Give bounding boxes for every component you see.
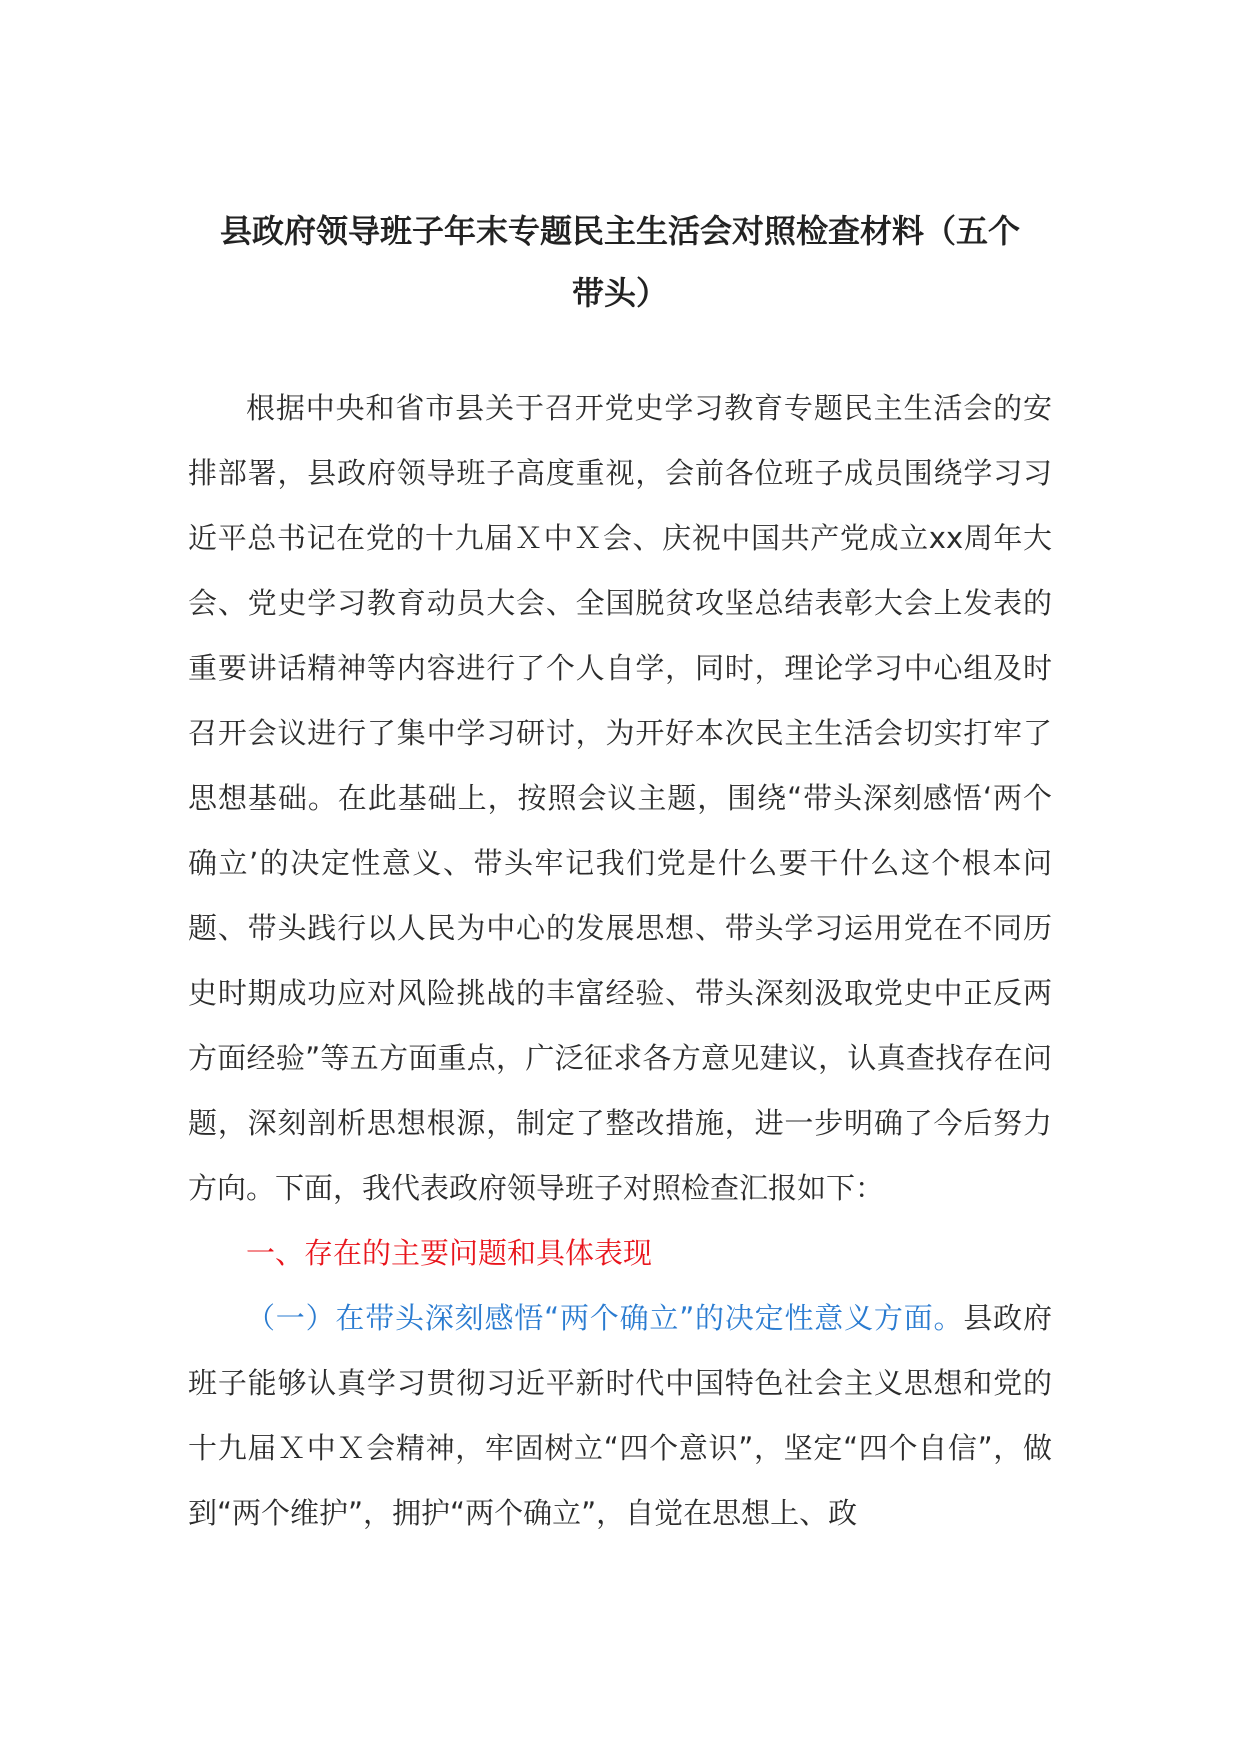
document-body bbox=[188, 376, 1052, 1546]
subsection-paragraph bbox=[188, 1286, 1052, 1546]
section-heading: 一、存在的主要问题和具体表现 bbox=[246, 1236, 653, 1270]
document-page bbox=[188, 200, 1052, 1546]
subsection-heading: （一）在带头深刻感悟“两个确立”的决定性意义方面。 bbox=[246, 1301, 964, 1335]
document-title bbox=[188, 200, 1052, 324]
title-line-1: 县政府领导班子年末专题民主生活会对照检查材料（五个 bbox=[219, 212, 1020, 250]
subsection-text: 县政府班子能够认真学习贯彻习近平新时代中国特色社会主义思想和党的十九届Ｘ中Ｘ会精神，牢固树立“四个意识”，坚定“四个自信”，做到“两个维护”，拥护“两个确立”，自觉在思想上、政 bbox=[188, 1301, 1052, 1530]
title-line-2: 带头） bbox=[571, 274, 668, 312]
intro-paragraph: 根据中央和省市县关于召开党史学习教育专题民主生活会的安排部署，县政府领导班子高度重视，会前各位班子成员围绕学习习近平总书记在党的十九届Ｘ中Ｘ会、庆祝中国共产党成立xx周年大会、党史学习教育动员大会、全国脱贫攻坚总结表彰大会上发表的重要讲话精神等内容进行了个人自学，同时，理论学习中心组及时召开会议进行了集中学习研讨，为开好本次民主生活会切实打牢了思想基础。在此基础上，按照会议主题，围绕“带头深刻感悟‘两个确立’的决定性意义、带头牢记我们党是什么要干什么这个根本问题、带头践行以人民为中心的发展思想、带头学习运用党在不同历史时期成功应对风险挑战的丰富经验、带头深刻汲取党史中正反两方面经验”等五方面重点，广泛征求各方意见建议，认真查找存在问题，深刻剖析思想根源，制定了整改措施，进一步明确了今后努力方向。下面，我代表政府领导班子对照检查汇报如下： bbox=[188, 391, 1052, 1205]
